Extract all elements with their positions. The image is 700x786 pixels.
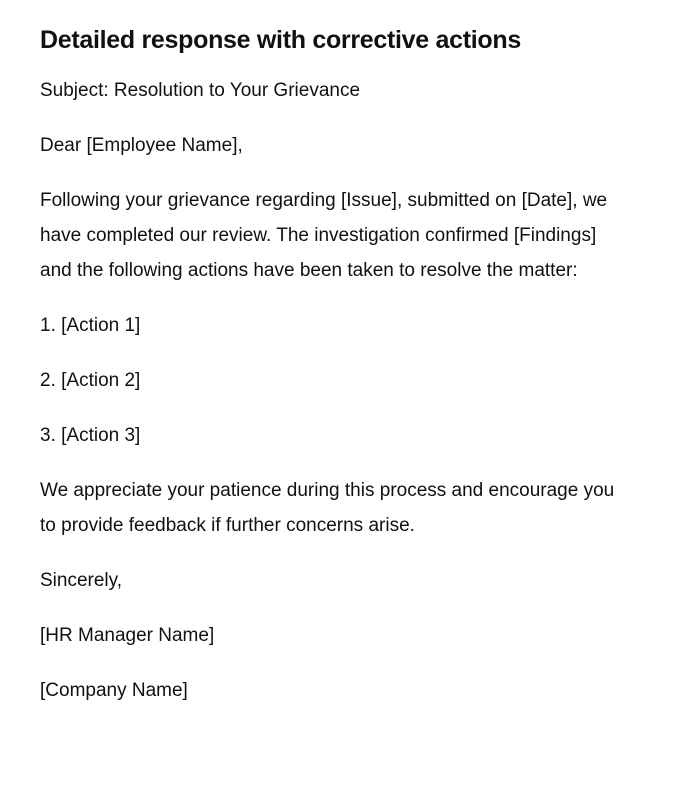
closing-paragraph: We appreciate your patience during this process and encourage you to provide feedback if further concerns arise.	[40, 480, 615, 536]
action-item: 1. [Action 1]	[40, 315, 141, 336]
greeting: Dear [Employee Name],	[40, 135, 243, 156]
body-paragraph: Following your grievance regarding [Issue], submitted on [Date], we have completed our review. The investigation confirmed [Findings] and the following actions have been taken to resolve the matter:	[40, 190, 608, 281]
company-name: [Company Name]	[40, 680, 188, 701]
subject-line: Subject: Resolution to Your Grievance	[40, 80, 361, 101]
document-title: Detailed response with corrective actions	[40, 26, 521, 54]
action-item: 3. [Action 3]	[40, 425, 141, 446]
signoff: Sincerely,	[40, 570, 123, 591]
action-item: 2. [Action 2]	[40, 370, 141, 391]
signer-name: [HR Manager Name]	[40, 625, 215, 646]
